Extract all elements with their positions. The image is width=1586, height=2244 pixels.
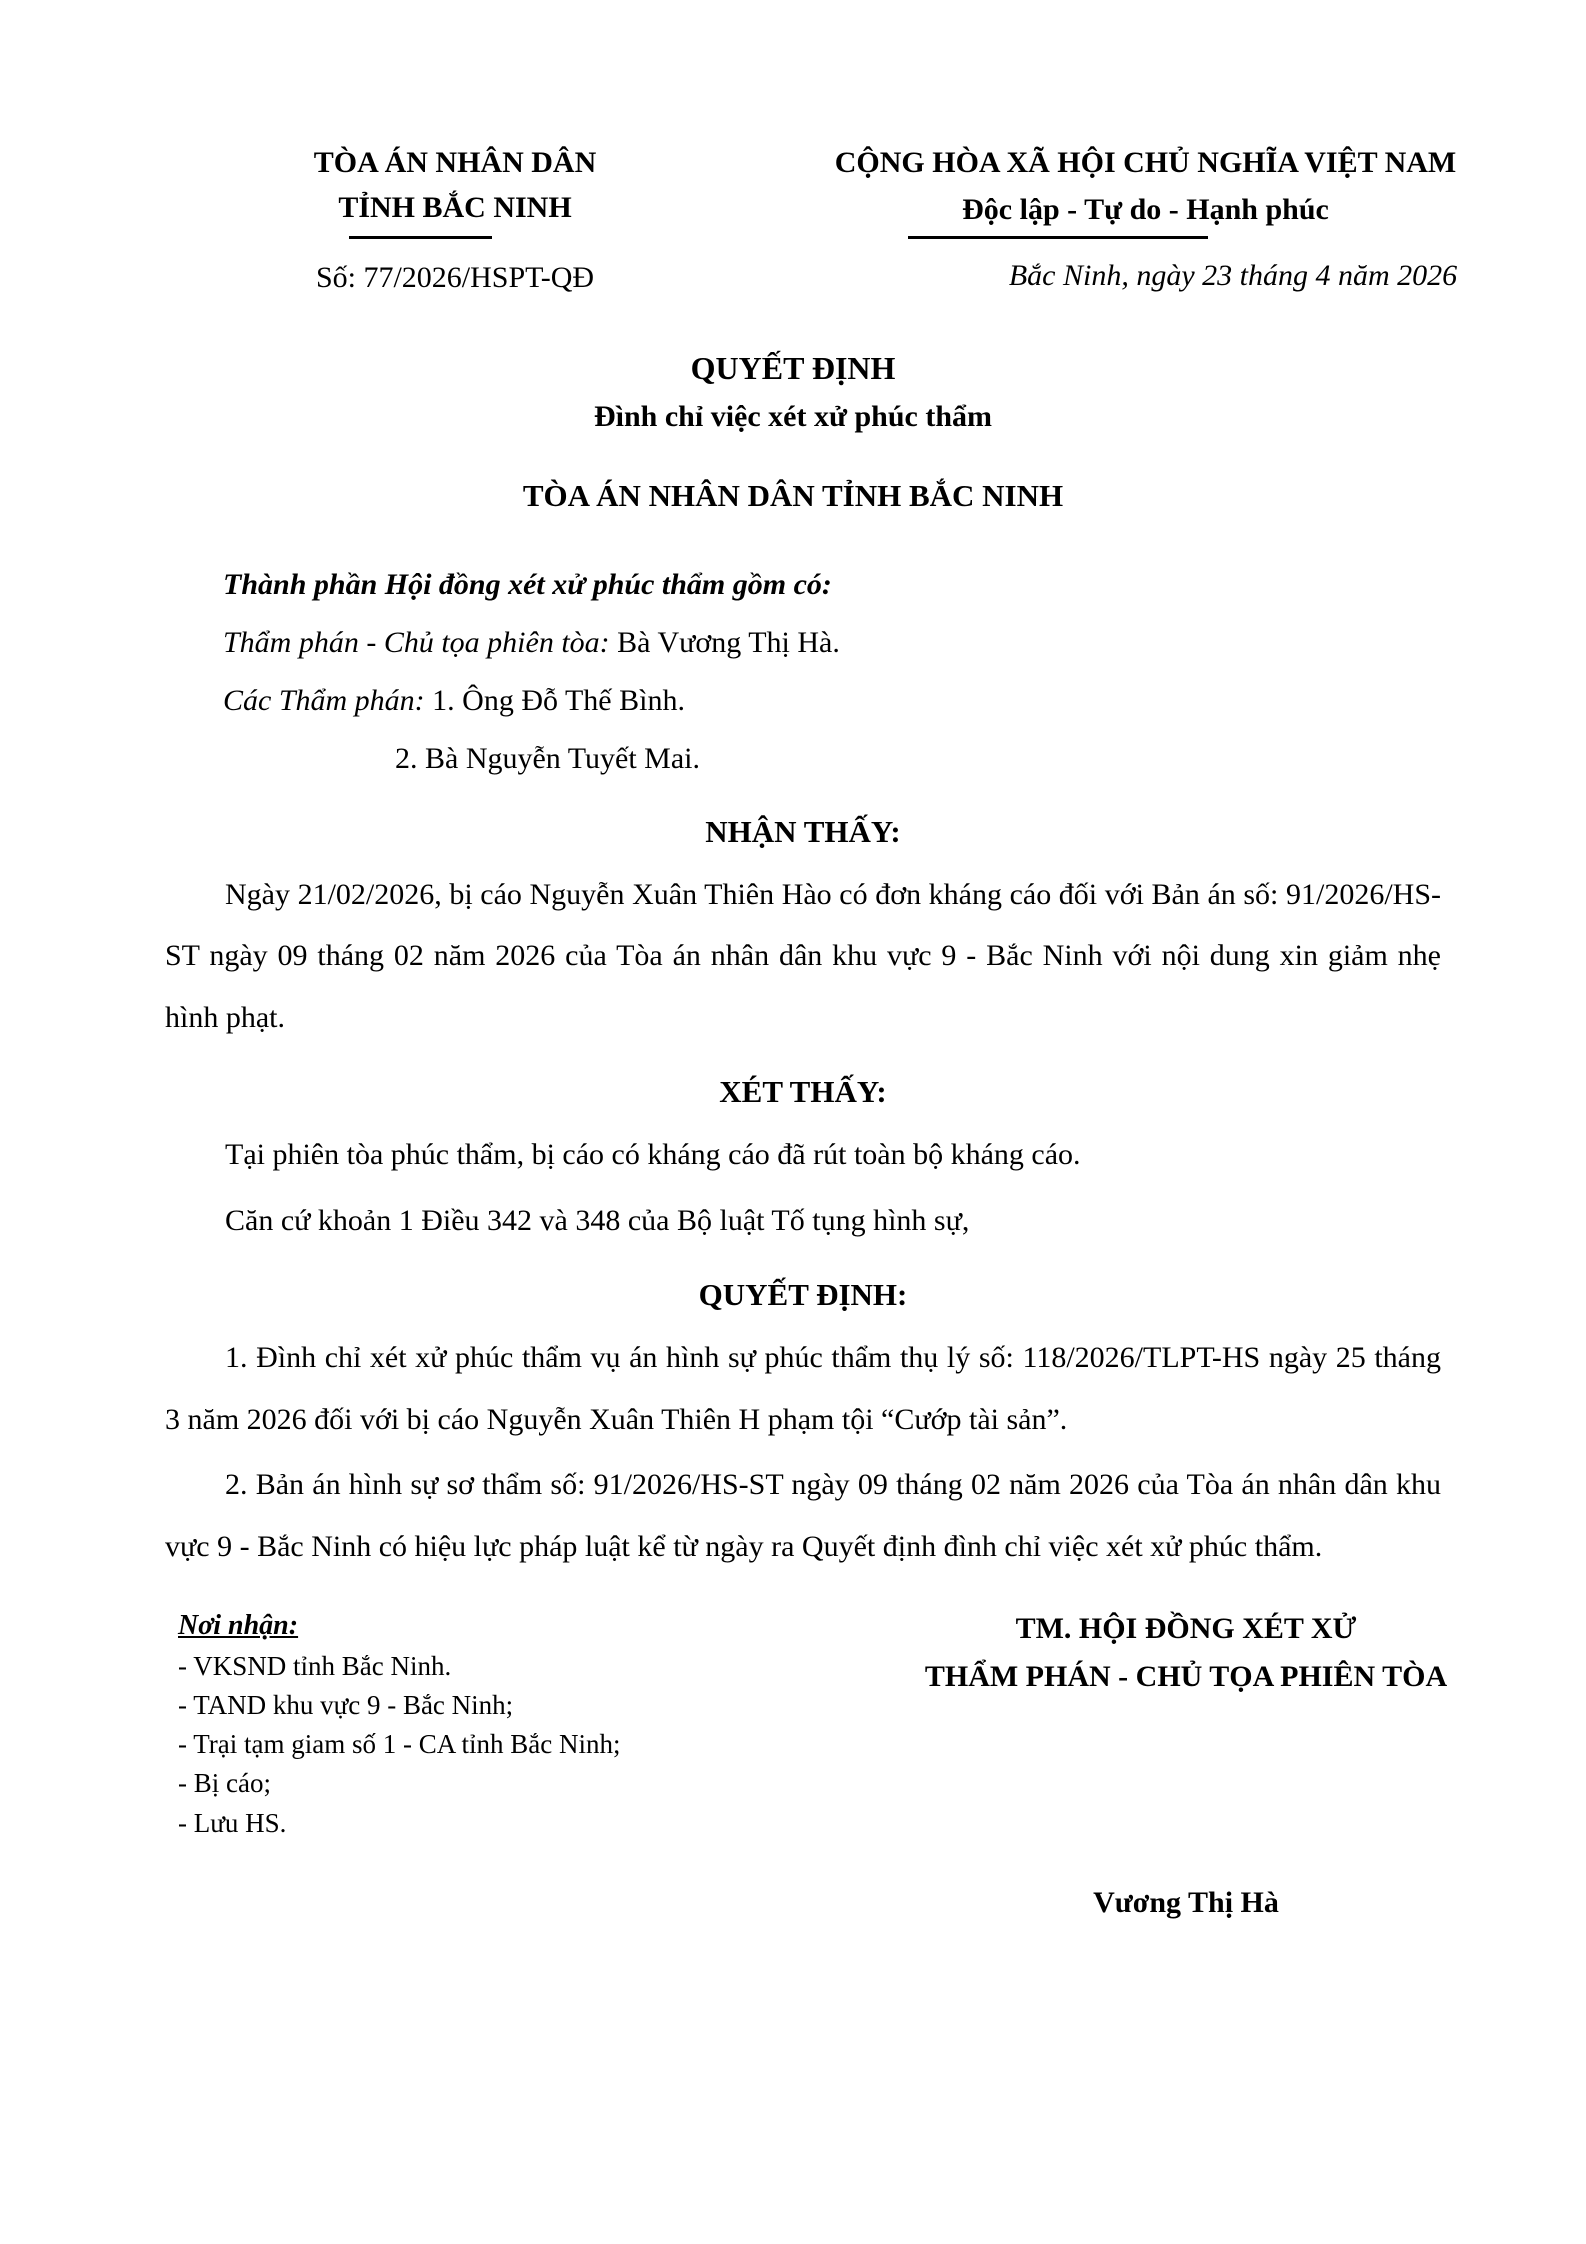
recipient-item: - Trại tạm giam số 1 - CA tỉnh Bắc Ninh; xyxy=(178,1729,621,1760)
document-subtitle: Đình chỉ việc xét xử phúc thẩm xyxy=(593,400,992,433)
document-header xyxy=(0,0,1586,295)
issuing-court-line2: TỈNH BẮC NINH xyxy=(338,191,572,224)
signature-authority-line: TM. HỘI ĐỒNG XÉT XỬ xyxy=(1015,1612,1357,1646)
panel-heading: Thành phần Hội đồng xét xử phúc thẩm gồm có: xyxy=(223,568,832,601)
section-heading-nhan-thay: NHẬN THẤY: xyxy=(705,813,901,849)
recipients-label: Nơi nhận: xyxy=(178,1610,299,1642)
recipient-item: - Bị cáo; xyxy=(178,1768,271,1799)
recipients-block xyxy=(178,1605,826,1920)
national-motto-block xyxy=(745,140,1546,295)
signer-name: Vương Thị Hà xyxy=(1093,1886,1279,1920)
presiding-judge-line xyxy=(165,614,1441,672)
recipient-item: - VKSND tỉnh Bắc Ninh. xyxy=(178,1651,452,1682)
section-heading-quyet-dinh: QUYẾT ĐỊNH: xyxy=(698,1277,908,1313)
xet-thay-paragraph-2: Căn cứ khoản 1 Điều 342 và 348 của Bộ luật Tố tụng hình sự, xyxy=(225,1203,970,1237)
document-body xyxy=(0,556,1586,1577)
national-motto: Độc lập - Tự do - Hạnh phúc xyxy=(962,193,1329,226)
judges-label: Các Thẩm phán: xyxy=(223,683,425,717)
signature-role-line: THẨM PHÁN - CHỦ TỌA PHIÊN TÒA xyxy=(924,1660,1448,1694)
decision-item-1: 1. Đình chỉ xét xử phúc thẩm vụ án hình sự phúc thẩm thụ lý số: 118/2026/TLPT-HS ngày 25 tháng 3 năm 2026 đối với bị cáo Nguyễn Xuân Thiên H phạm tội “Cướp tài sản”. xyxy=(165,1341,1441,1436)
place-date-line: Bắc Ninh, ngày 23 tháng 4 năm 2026 xyxy=(1008,259,1458,292)
recipient-item: - TAND khu vực 9 - Bắc Ninh; xyxy=(178,1690,514,1721)
document-footer xyxy=(0,1577,1586,1920)
issuing-court-underline xyxy=(349,236,492,239)
document-title: QUYẾT ĐỊNH xyxy=(690,350,896,386)
signature-block xyxy=(826,1605,1546,1920)
trial-panel-section xyxy=(165,556,1441,788)
document-number: Số: 77/2026/HSPT-QĐ xyxy=(315,261,595,294)
national-name: CỘNG HÒA XÃ HỘI CHỦ NGHĨA VIỆT NAM xyxy=(834,146,1457,179)
decision-item-2: 2. Bản án hình sự sơ thẩm số: 91/2026/HS-ST ngày 09 tháng 02 năm 2026 của Tòa án nhân dân khu vực 9 - Bắc Ninh có hiệu lực pháp luật kể từ ngày ra Quyết định đình chỉ việc xét xử phúc thẩm. xyxy=(165,1468,1441,1563)
judge-2-name: 2. Bà Nguyễn Tuyết Mai. xyxy=(395,741,701,775)
issuing-court-block xyxy=(165,140,745,295)
issuing-court-line1: TÒA ÁN NHÂN DÂN xyxy=(313,146,597,179)
presiding-judge-label: Thẩm phán - Chủ tọa phiên tòa: xyxy=(223,625,610,659)
presiding-judge-name: Bà Vương Thị Hà. xyxy=(609,625,840,659)
national-motto-underline xyxy=(908,236,1208,239)
xet-thay-paragraph-1: Tại phiên tòa phúc thẩm, bị cáo có kháng cáo đã rút toàn bộ kháng cáo. xyxy=(225,1138,1081,1172)
judge-1-name: 1. Ông Đỗ Thế Bình. xyxy=(424,683,685,717)
section-heading-xet-thay: XÉT THẤY: xyxy=(719,1074,887,1110)
recipient-item: - Lưu HS. xyxy=(178,1807,287,1838)
court-name-title: TÒA ÁN NHÂN DÂN TỈNH BẮC NINH xyxy=(522,478,1064,513)
nhan-thay-paragraph: Ngày 21/02/2026, bị cáo Nguyễn Xuân Thiên Hào có đơn kháng cáo đối với Bản án số: 91/2026/HS-ST ngày 09 tháng 02 năm 2026 của Tòa án nhân dân khu vực 9 - Bắc Ninh với nội dung xin giảm nhẹ hình phạt. xyxy=(165,877,1441,1034)
title-block xyxy=(0,350,1586,514)
judges-line-1 xyxy=(165,672,1441,730)
